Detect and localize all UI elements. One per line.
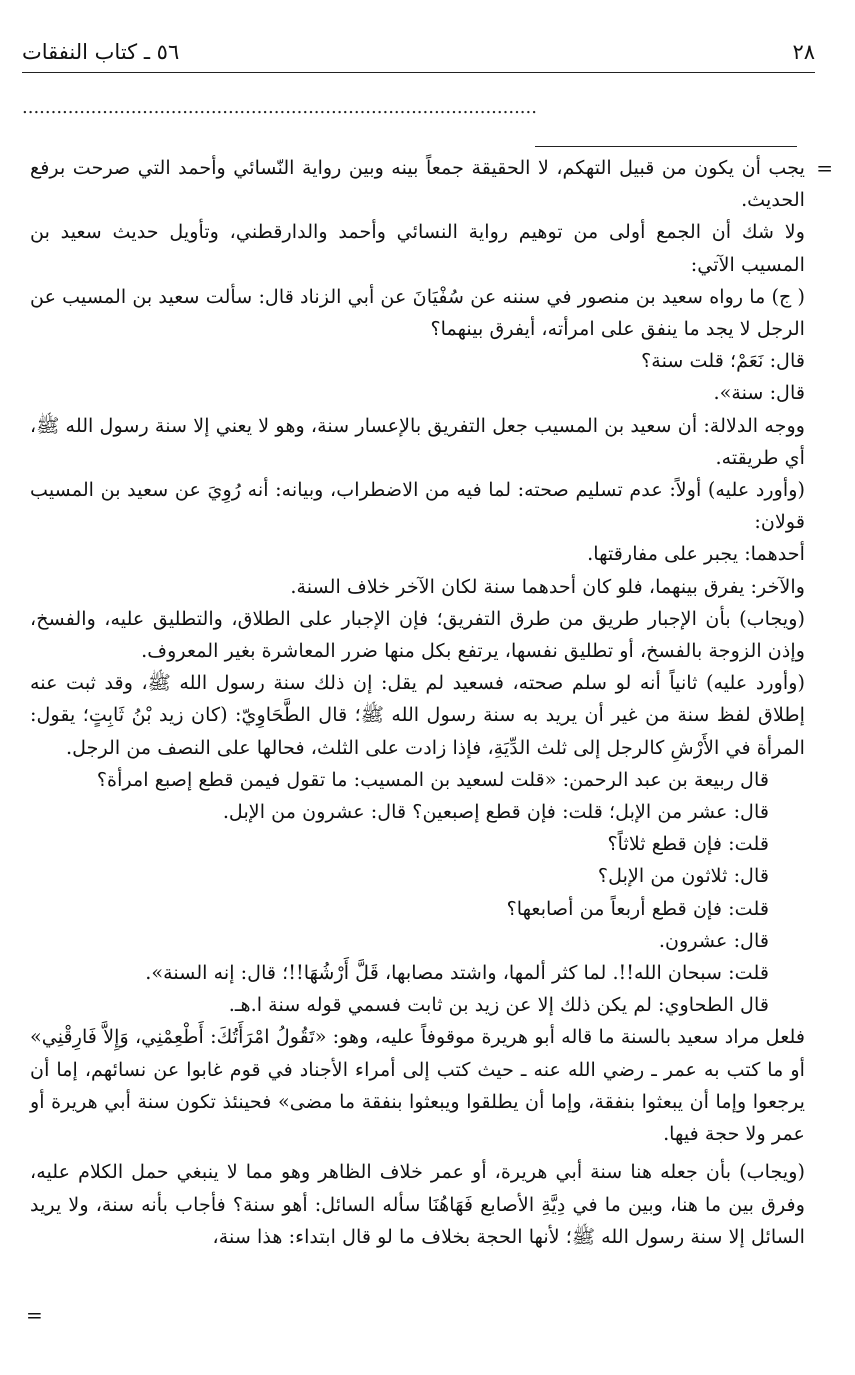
footnote-body (30, 152, 805, 1253)
paragraph: ووجه الدلالة: أن سعيد بن المسيب جعل التفريق بالإعسار سنة، وهو لا يعني إلا سنة رسول الله ﷺ، أي طريقته. (30, 413, 805, 469)
paragraph: قال: عشر من الإبل؛ قلت: فإن قطع إصبعين؟ قال: عشرون من الإبل. (222, 800, 769, 824)
section-title: ٥٦ ـ كتاب النفقات (22, 40, 180, 64)
continuation-mark-bottom: = (26, 1303, 43, 1327)
paragraph: قلت: سبحان الله!!. لما كثر ألمها، واشتد مصابها، قَلَّ أَرْشُهَا!!؛ قال: إنه السنة». (145, 961, 769, 985)
paragraph: قلت: فإن قطع ثلاثاً؟ (607, 832, 769, 856)
paragraph: (ويجاب) بأن جعله هنا سنة أبي هريرة، أو عمر خلاف الظاهر وهو مما لا ينبغي حمل الكلام عليه، وفرق بين ما هنا، وبين ما في دِيَّةِ الأصابع فَهَاهُنَا سأله السائل: أهو سنة؟ فأجاب بأنه سنة، ولا يريد السائل إلا سنة رسول الله ﷺ؛ لأنها الحجة بخلاف ما لو قال ابتداء: هذا سنة، (30, 1160, 805, 1248)
paragraph: أحدهما: يجبر على مفارقتها. (587, 542, 805, 566)
paragraph: فلعل مراد سعيد بالسنة ما قاله أبو هريرة موقوفاً عليه، وهو: «تَقُولُ امْرَأَتُكَ: أَطْعِمْنِي، وَإِلاَّ فَارِقْنِي» أو ما كتب به عمر ـ رضي الله عنه ـ حيث كتب إلى أمراء الأجناد في قوم غابوا عن نسائهم، إما أن يرجعوا وإما أن يبعثوا بنفقة، وإما أن يطلقوا ويبعثوا بنفقة ما مضى» فحينئذ تكون سنة أبي هريرة أو عمر ولا حجة فيها. (30, 1025, 805, 1146)
paragraph: قال ربيعة بن عبد الرحمن: «قلت لسعيد بن المسيب: ما تقول فيمن قطع إصبع امرأة؟ (96, 767, 769, 791)
header-rule (22, 72, 815, 73)
paragraph: (وأورد عليه) أولاً: عدم تسليم صحته: لما فيه من الاضطراب، وبيانه: أنه رُوِيَ عن سعيد بن المسيب قولان: (30, 478, 805, 534)
paragraph: قال: نَعَمْ؛ قلت سنة؟ (641, 349, 805, 373)
paragraph: (وأورد عليه) ثانياً أنه لو سلم صحته، فسعيد لم يقل: إن ذلك سنة رسول الله ﷺ، وقد ثبت عنه إطلاق لفظ سنة من غير أن يريد به سنة رسول الله ﷺ؛ قال الطَّحَاوِيّ: (كان زيد بْنُ ثَابِتٍ؛ يقول: المرأة في الأَرْشِ كالرجل إلى ثلث الدِّيَةِ، فإذا زادت على الثلث، فحالها على النصف من الرجل. (30, 671, 805, 759)
paragraph: ( ج) ما رواه سعيد بن منصور في سننه عن سُفْيَانَ عن أبي الزناد قال: سألت سعيد بن المسيب عن الرجل لا يجد ما ينفق على امرأته، أيفرق بينهما؟ (30, 284, 805, 341)
paragraph: قال الطحاوي: لم يكن ذلك إلا عن زيد بن ثابت فسمي قوله سنة ا.هـ. (228, 993, 769, 1017)
footnote-rule (535, 146, 797, 147)
running-header (22, 32, 815, 72)
paragraph: قال: عشرون. (658, 928, 769, 952)
page-number: ٢٨ (792, 40, 815, 64)
paragraph: ولا شك أن الجمع أولى من توهيم رواية النسائي وأحمد والدارقطني، وتأويل حديث سعيد بن المسيب الآتي: (30, 220, 805, 276)
paragraph: قال: سنة». (713, 381, 805, 405)
continuation-mark-top: = (816, 156, 833, 180)
dotted-separator: .......................................................................................... (22, 98, 537, 118)
paragraph: (ويجاب) بأن الإجبار طريق من طرق التفريق؛ فإن الإجبار على الطلاق، والتطليق عليه، والفسخ، وإذن الزوجة بالفسخ، أو تطليق نفسها، يرتفع بكل منها ضرر المعاشرة بغير المعروف. (30, 606, 805, 663)
paragraph: يجب أن يكون من قبيل التهكم، لا الحقيقة جمعاً بينه وبين رواية النّسائي وأحمد التي صرحت برفع الحديث. (30, 156, 805, 212)
paragraph: والآخر: يفرق بينهما، فلو كان أحدهما سنة لكان الآخر خلاف السنة. (290, 574, 805, 598)
paragraph: قال: ثلاثون من الإبل؟ (597, 864, 769, 888)
paragraph: قلت: فإن قطع أربعاً من أصابعها؟ (506, 896, 769, 920)
